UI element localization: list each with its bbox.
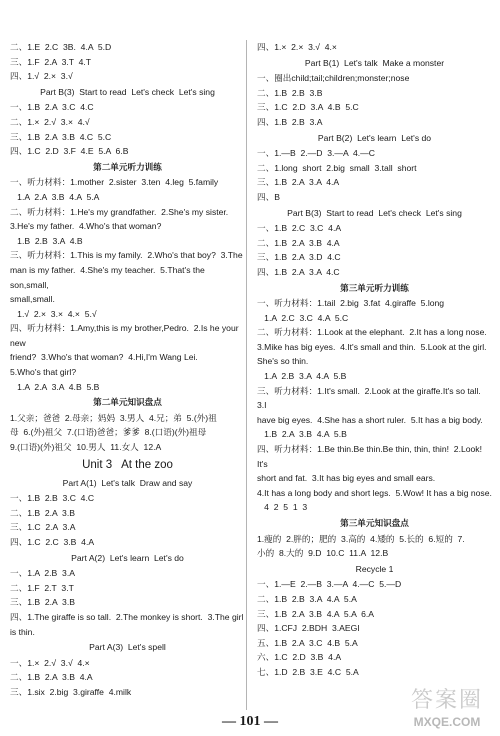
answer-line: 五、1.B 2.A 3.C 4.B 5.A [257, 637, 358, 648]
answer-line: 六、1.C 2.D 3.B 4.A [257, 652, 342, 663]
answer-line: 1.A 2.A 3.A 4.B 5.B [10, 381, 100, 392]
answer-line: have big eyes. 4.She has a short ruler. 5.It has a big body. [257, 414, 483, 425]
section-heading: 第三单元听力训练 [340, 282, 409, 293]
answer-line: small,small. [10, 294, 55, 305]
answer-line: 3.He's my father. 4.Who's that woman? [10, 221, 162, 232]
answer-line: 四、1.B 2.A 3.A 4.C [257, 266, 340, 277]
answer-line: 二、1.F 2.T 3.T [10, 582, 74, 593]
answer-line: 四、1.C 2.D 3.F 4.E 5.A 6.B [10, 146, 129, 157]
answer-line: 1.√ 2.× 3.× 4.× 5.√ [10, 308, 97, 319]
answer-line: 一、1.—E 2.—B 3.—A 4.—C 5.—D [257, 579, 402, 590]
part-heading: Part A(3) Let's spell [89, 642, 166, 653]
answer-line: 三、听力材料：1.This is my family. 2.Who's that boy? 3.The [10, 250, 243, 261]
answer-line: 三、1.B 2.A 3.A 4.A [257, 177, 340, 188]
answer-line: 一、1.B 2.B 3.C 4.C [10, 493, 95, 504]
answer-line: 一、听力材料：1.tail 2.big 3.fat 4.giraffe 5.long [257, 298, 445, 309]
answer-line: 3.Mike has big eyes. 4.It's small and thin. 5.Look at the girl. [257, 341, 487, 352]
answer-line: 一、1.B 2.C 3.C 4.A [257, 223, 342, 234]
answer-line: 二、1.B 2.A 3.B 4.A [257, 237, 340, 248]
answer-line: man is my father. 4.She's my teacher. 5.That's the son,small, [10, 264, 208, 290]
part-heading: Part B(1) Let's talk Make a monster [304, 57, 445, 68]
answer-line: 三、1.B 2.A 3.B [10, 597, 75, 608]
answer-line: 二、1.E 2.C 3B. 4.A 5.D [10, 42, 112, 52]
answer-line: 四、1.B 2.B 3.A [257, 116, 323, 127]
page-number: — 101 — [222, 714, 278, 729]
watermark-text-bottom: MXQE.COM [413, 715, 481, 729]
section-heading: 第二单元听力训练 [93, 161, 162, 172]
answer-line: 1.A 2.A 3.B 4.A 5.A [10, 191, 100, 202]
watermark-text-top: 答案圈 [410, 688, 483, 713]
answer-line: 四、B [257, 191, 280, 202]
answer-line: 二、1.long short 2.big small 3.tall short [257, 162, 417, 173]
watermark-logo [398, 688, 496, 732]
answer-line: 一、1.B 2.A 3.C 4.C [10, 102, 94, 113]
part-heading: Part A(2) Let's learn Let's do [71, 552, 184, 563]
answer-line: 二、1.B 2.B 3.A 4.A 5.A [257, 593, 357, 604]
answer-line: 二、1.× 2.√ 3.× 4.√ [10, 116, 90, 127]
answer-line: 四、1.√ 2.× 3.√ [10, 71, 73, 82]
answer-line: 1.A 2.B 3.A 4.A 5.B [257, 371, 347, 382]
answer-line: She's so thin. [257, 356, 309, 367]
right-column [257, 40, 492, 680]
answer-line: 二、听力材料：1.Look at the elephant. 2.It has a long nose. [257, 327, 487, 338]
part-heading: Part B(3) Start to read Let's check Let's sing [40, 86, 215, 97]
part-heading: Part A(1) Let's talk Draw and say [62, 477, 193, 488]
section-heading: 第三单元知识盘点 [340, 518, 409, 528]
answer-line: 二、1.B 2.B 3.B [257, 87, 323, 98]
answer-line: 四、听力材料：1.Amy,this is my brother,Pedro. 2.Is he your new [10, 323, 241, 348]
answer-line: 4 2 5 1 3 [257, 502, 308, 513]
answer-line: 三、1.C 2.A 3.A [10, 522, 76, 533]
answer-line: 四、听力材料：1.Be thin.Be thin.Be thin, thin, thin! 2.Look! It's [257, 444, 485, 469]
answer-line: 三、听力材料：1.It's small. 2.Look at the giraffe.It's so tall. 3.I [257, 385, 486, 411]
answer-line: 4.It has a long body and short legs. 5.Wow! It has a big nose. [257, 487, 492, 498]
answer-line: 1.A 2.C 3.C 4.A 5.C [257, 312, 349, 323]
column-divider [246, 40, 247, 710]
answer-line: 四、1.CFJ 2.BDH 3.AEGI [257, 623, 360, 634]
answer-line: 5.Who's that girl? [10, 367, 77, 378]
answer-line: 9.(口语)(外)祖父 10.男人 11.女人 12.A [10, 442, 162, 453]
answer-line: friend? 3.Who's that woman? 4.Hi,I'm Wang Lei. [10, 352, 198, 363]
left-column [10, 40, 245, 700]
answer-line: 三、1.B 2.A 3.B 4.A 5.A 6.A [257, 608, 375, 619]
answer-line: 1.B 2.B 3.A 4.B [10, 235, 83, 246]
part-heading: Part B(2) Let's learn Let's do [317, 132, 432, 143]
answer-line: 三、1.B 2.A 3.B 4.C 5.C [10, 131, 112, 142]
answer-line: 一、听力材料：1.mother 2.sister 3.ten 4.leg 5.family [10, 177, 219, 188]
answer-line: 七、1.D 2.B 3.E 4.C 5.A [257, 666, 359, 677]
answer-line: 1.瘦的 2.胖的；肥的 3.高的 4.矮的 5.长的 6.短的 7. [257, 533, 465, 544]
answer-line: 母 6.(外)祖父 7.(口语)爸爸；爹爹 8.(口语)(外)祖母 [10, 427, 207, 438]
answer-line: 三、1.B 2.A 3.D 4.C [257, 252, 341, 263]
section-heading: 第二单元知识盘点 [93, 397, 162, 408]
answer-line: short and fat. 3.It has big eyes and small ears. [257, 473, 436, 484]
answer-line: 四、1.C 2.C 3.B 4.A [10, 537, 95, 547]
answer-line: 四、1.× 2.× 3.√ 4.× [257, 42, 337, 52]
part-heading: Part B(3) Start to read Let's check Let's sing [287, 207, 462, 218]
answer-line: 1.B 2.A 3.B 4.A 5.B [257, 429, 347, 440]
answer-line: 一、1.A 2.B 3.A [10, 568, 75, 579]
part-heading: Recycle 1 [355, 563, 394, 574]
answer-line: 1.父亲；爸爸 2.母亲；妈妈 3.男人 4.兄；弟 5.(外)祖 [10, 412, 217, 423]
answer-line: 一、1.× 2.√ 3.√ 4.× [10, 657, 90, 668]
answer-line: 三、1.six 2.big 3.giraffe 4.milk [10, 686, 132, 697]
answer-line: 二、听力材料：1.He's my grandfather. 2.She's my sister. [10, 206, 229, 217]
answer-line: 三、1.C 2.D 3.A 4.B 5.C [257, 102, 359, 113]
unit-heading: Unit 3 At the zoo [82, 458, 173, 471]
answer-line: 二、1.B 2.A 3.B [10, 507, 75, 518]
answer-line: 四、1.The giraffe is so tall. 2.The monkey is short. 3.The girl is thin. [10, 611, 246, 637]
answer-line: 一、1.—B 2.—D 3.—A 4.—C [257, 148, 375, 159]
answer-line: 二、1.B 2.A 3.B 4.A [10, 672, 93, 683]
answer-line: 小的 8.大的 9.D 10.C 11.A 12.B [257, 548, 389, 559]
answer-line: 三、1.F 2.A 3.T 4.T [10, 56, 92, 67]
answer-line: 一、圈出child;tail;children;monster;nose [257, 73, 410, 84]
